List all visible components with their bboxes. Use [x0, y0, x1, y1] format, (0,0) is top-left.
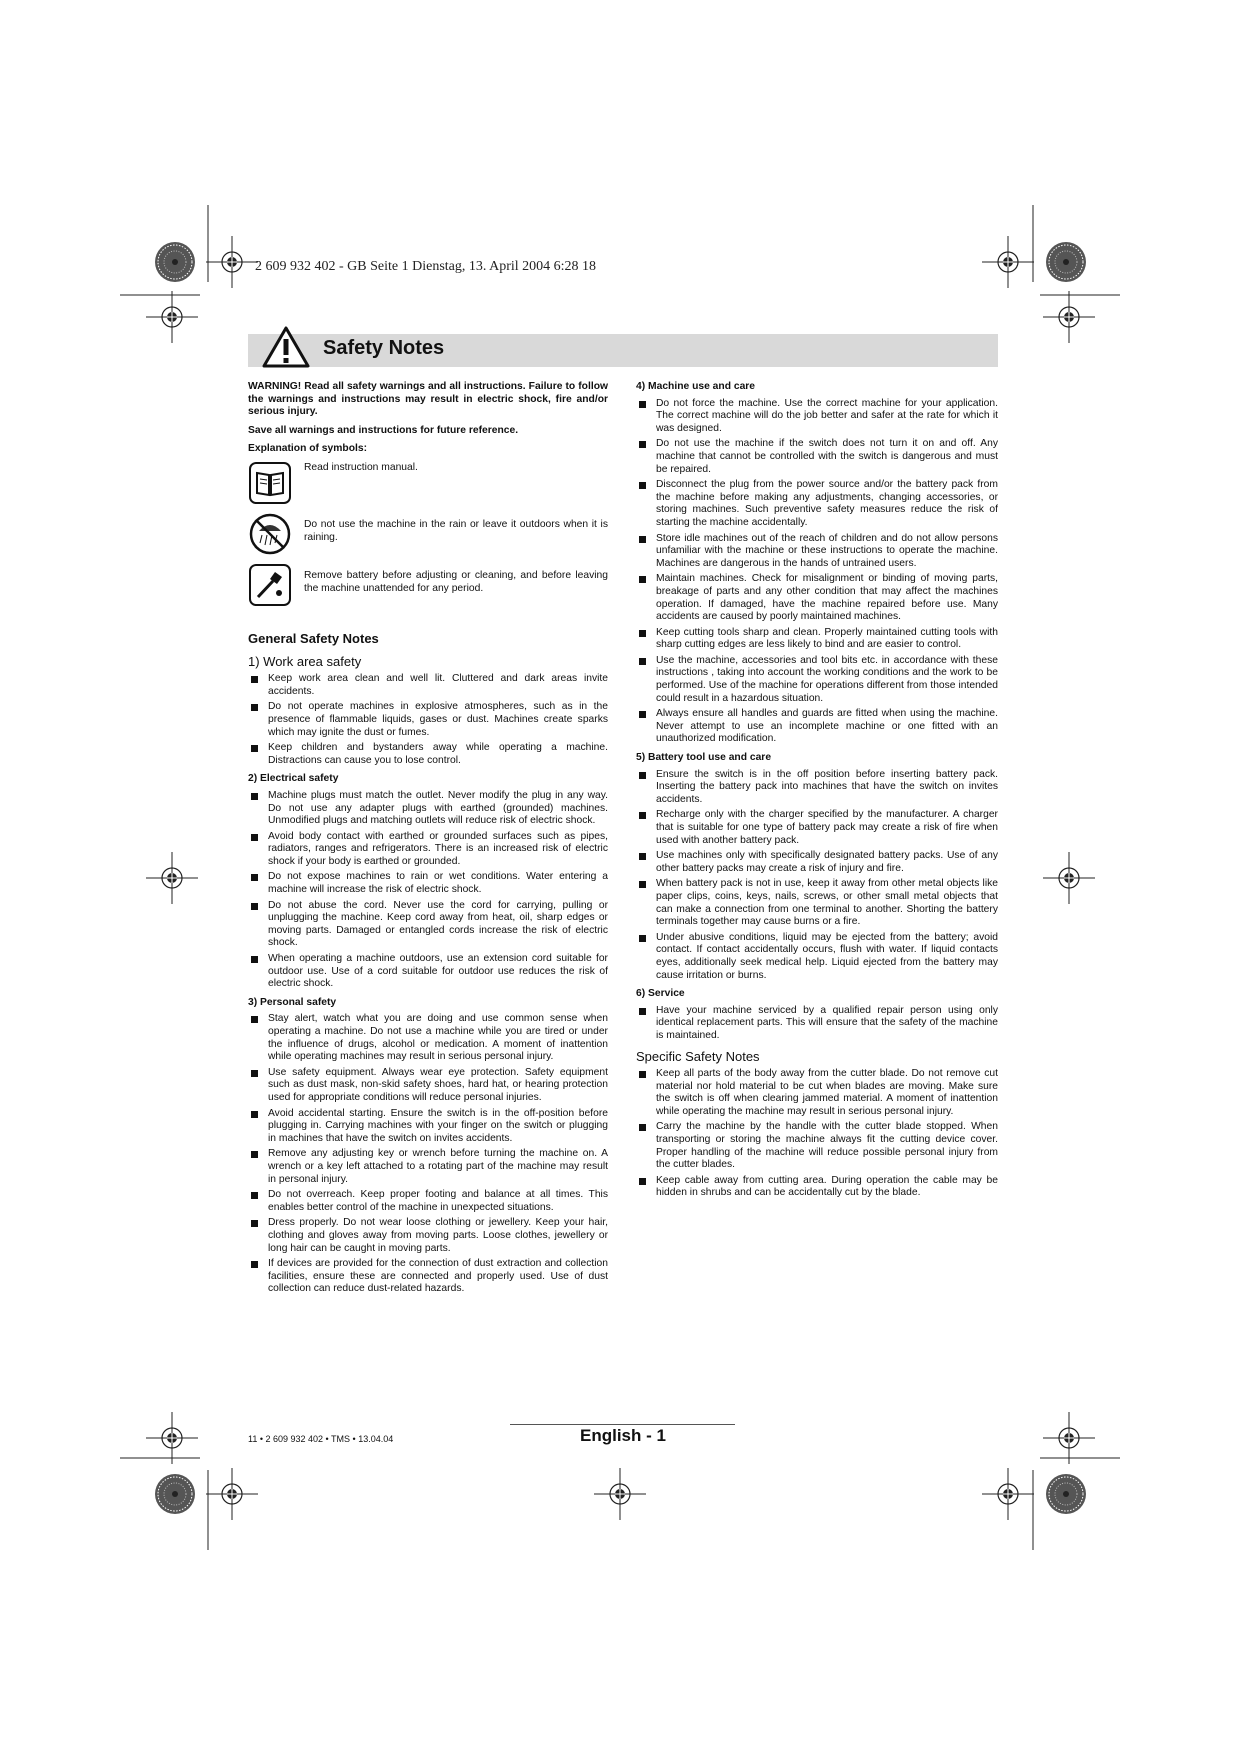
- list-item: Have your machine serviced by a qualified repair person using only identical replacement parts. This will ensure that the safety of the machine is maintained.: [636, 1005, 998, 1043]
- symbol-row: [248, 462, 608, 511]
- list-item: Avoid accidental starting. Ensure the switch is in the off-position before plugging in. Carrying machines with your finger on the switch or plugging in machines that have the switch on invites accidents.: [248, 1108, 608, 1146]
- title-banner: [248, 334, 998, 367]
- list-item: Do not abuse the cord. Never use the cord for carrying, pulling or unplugging the machine. Keep cord away from heat, oil, sharp edges or moving parts. Damaged or entangled cords increase the risk of electric shock.: [248, 900, 608, 950]
- symbol-row: [248, 564, 608, 613]
- list-item: Keep cable away from cutting area. During operation the cable may be hidden in shrubs and can be accidentally cut by the blade.: [636, 1175, 998, 1200]
- bullet-list: [248, 673, 608, 767]
- symbol-text: Remove battery before adjusting or cleaning, and before leaving the machine unattended for any period.: [304, 569, 608, 594]
- battery-remove-icon: [249, 564, 291, 606]
- section-heading: 1) Work area safety: [248, 653, 362, 669]
- manual-icon: [249, 462, 291, 504]
- right-column: [636, 381, 998, 1203]
- list-item: If devices are provided for the connection of dust extraction and collection facilities, ensure these are connected and properly used. Use of dust collection can reduce dust-related hazards.: [248, 1258, 608, 1296]
- list-item: Machine plugs must match the outlet. Never modify the plug in any way. Do not use any adapter plugs with earthed (grounded) machines. Unmodified plugs and matching outlets will reduce risk of electric shock.: [248, 790, 608, 828]
- list-item: Use the machine, accessories and tool bits etc. in accordance with these instructions , taking into account the working conditions and the work to be performed. Use of the machine for operations different from those intended could result in a hazardous situation.: [636, 655, 998, 705]
- list-item: Dress properly. Do not wear loose clothing or jewellery. Keep your hair, clothing and gloves away from moving parts. Loose clothes, jewellery or long hair can be caught in moving parts.: [248, 1217, 608, 1255]
- list-item: Use machines only with specifically designated battery packs. Use of any other battery packs may create a risk of injury and fire.: [636, 850, 998, 875]
- bullet-list: [636, 1005, 998, 1043]
- left-column: [248, 381, 608, 1299]
- bullet-list: [248, 790, 608, 991]
- list-item: When battery pack is not in use, keep it away from other metal objects like paper clips, coins, keys, nails, screws, or other small metal objects that can make a connection from one terminal to another. Shorting the battery terminals together may cause burns or a fire.: [636, 878, 998, 928]
- list-item: Always ensure all handles and guards are fitted when using the machine. Never attempt to use an incomplete machine or one fitted with an unauthorized modification.: [636, 708, 998, 746]
- section-heading: 3) Personal safety: [248, 996, 337, 1008]
- bullet-list: [248, 1013, 608, 1295]
- page-number: English - 1: [580, 1426, 666, 1445]
- bullet-list: [636, 1068, 998, 1200]
- list-item: Under abusive conditions, liquid may be ejected from the battery; avoid contact. If contact accidentally occurs, flush with water. If liquid contacts eyes, additionally seek medical help. Liquid ejected from the battery may cause irritation or burns.: [636, 932, 998, 982]
- warning-text: WARNING! Read all safety warnings and all instructions. Failure to follow the warnings and instructions may result in electric shock, fire and/or serious injury.: [248, 381, 608, 418]
- footer-code: 11 • 2 609 932 402 • TMS • 13.04.04: [248, 1434, 394, 1444]
- list-item: Do not expose machines to rain or wet conditions. Water entering a machine will increase the risk of electric shock.: [248, 871, 608, 896]
- list-item: Recharge only with the charger specified by the manufacturer. A charger that is suitable for one type of battery pack may create a risk of fire when used with another battery pack.: [636, 809, 998, 847]
- general-heading: General Safety Notes: [248, 630, 379, 646]
- warning-triangle-icon: [261, 325, 311, 369]
- list-item: Ensure the switch is in the off position before inserting battery pack. Inserting the battery pack into machines that have the switch on invites accidents.: [636, 769, 998, 807]
- list-item: Carry the machine by the handle with the cutter blade stopped. When transporting or storing the machine always fit the cutting device cover. Proper handling of the machine will reduce possible personal injury from the cutter blades.: [636, 1121, 998, 1171]
- list-item: Disconnect the plug from the power source and/or the battery pack from the machine before making any adjustments, changing accessories, or storing machines. Such preventive safety measures reduce the risk of starting the machine accidentally.: [636, 479, 998, 529]
- bullet-list: [636, 398, 998, 746]
- page-title: Safety Notes: [323, 337, 445, 359]
- section-heading: 6) Service: [636, 988, 685, 1000]
- list-item: Do not overreach. Keep proper footing and balance at all times. This enables better control of the machine in unexpected situations.: [248, 1189, 608, 1214]
- list-item: Maintain machines. Check for misalignment or binding of moving parts, breakage of parts and any other condition that may affect the machines operation. If damaged, have the machine repaired before use. Many accidents are caused by poorly maintained machines.: [636, 573, 998, 623]
- list-item: Do not use the machine if the switch does not turn it on and off. Any machine that cannot be controlled with the switch is dangerous and must be repaired.: [636, 438, 998, 476]
- list-item: Remove any adjusting key or wrench before turning the machine on. A wrench or a key left attached to a rotating part of the machine may result in personal injury.: [248, 1148, 608, 1186]
- section-heading: 5) Battery tool use and care: [636, 752, 772, 764]
- symbol-text: Read instruction manual.: [304, 461, 418, 473]
- list-item: When operating a machine outdoors, use an extension cord suitable for outdoor use. Use of a cord suitable for outdoor use reduces the risk of electric shock.: [248, 953, 608, 991]
- list-item: Use safety equipment. Always wear eye protection. Safety equipment such as dust mask, non-skid safety shoes, hard hat, or hearing protection used for appropriate conditions will reduce personal injuries.: [248, 1067, 608, 1105]
- list-item: Store idle machines out of the reach of children and do not allow persons unfamiliar with the machine or these instructions to operate the machine. Machines are dangerous in the hands of untrained users.: [636, 533, 998, 571]
- footer-rule: [510, 1424, 735, 1425]
- list-item: Keep children and bystanders away while operating a machine. Distractions can cause you to lose control.: [248, 742, 608, 767]
- section-heading: 4) Machine use and care: [636, 381, 756, 392]
- list-item: Keep cutting tools sharp and clean. Properly maintained cutting tools with sharp cutting edges are less likely to bind and are easier to control.: [636, 627, 998, 652]
- symbols-heading: Explanation of symbols:: [248, 443, 368, 455]
- symbol-row: [248, 513, 608, 562]
- list-item: Stay alert, watch what you are doing and use common sense when operating a machine. Do not use a machine while you are tired or under the influence of drugs, alcohol or medication. A moment of inattention while operating machines may result in serious personal injury.: [248, 1013, 608, 1063]
- save-note: Save all warnings and instructions for future reference.: [248, 424, 519, 436]
- symbol-text: Do not use the machine in the rain or leave it outdoors when it is raining.: [304, 518, 608, 543]
- no-rain-icon: [249, 513, 291, 555]
- section-heading: 2) Electrical safety: [248, 773, 339, 785]
- print-info-line: 2 609 932 402 - GB Seite 1 Dienstag, 13. April 2004 6:28 18: [255, 259, 597, 274]
- list-item: Keep all parts of the body away from the cutter blade. Do not remove cut material nor hold material to be cut when blades are moving. Make sure the switch is off when clearing jammed material. A moment of inattention while operating the machine may result in serious personal injury.: [636, 1068, 998, 1118]
- list-item: Do not force the machine. Use the correct machine for your application. The correct machine will do the job better and safer at the rate for which it was designed.: [636, 398, 998, 436]
- list-item: Avoid body contact with earthed or grounded surfaces such as pipes, radiators, ranges and refrigerators. There is an increased risk of electric shock if your body is earthed or grounded.: [248, 831, 608, 869]
- bullet-list: [636, 769, 998, 983]
- specific-heading: Specific Safety Notes: [636, 1048, 760, 1064]
- list-item: Do not operate machines in explosive atmospheres, such as in the presence of flammable liquids, gases or dust. Machines create sparks which may ignite the dust or fumes.: [248, 701, 608, 739]
- list-item: Keep work area clean and well lit. Cluttered and dark areas invite accidents.: [248, 673, 608, 698]
